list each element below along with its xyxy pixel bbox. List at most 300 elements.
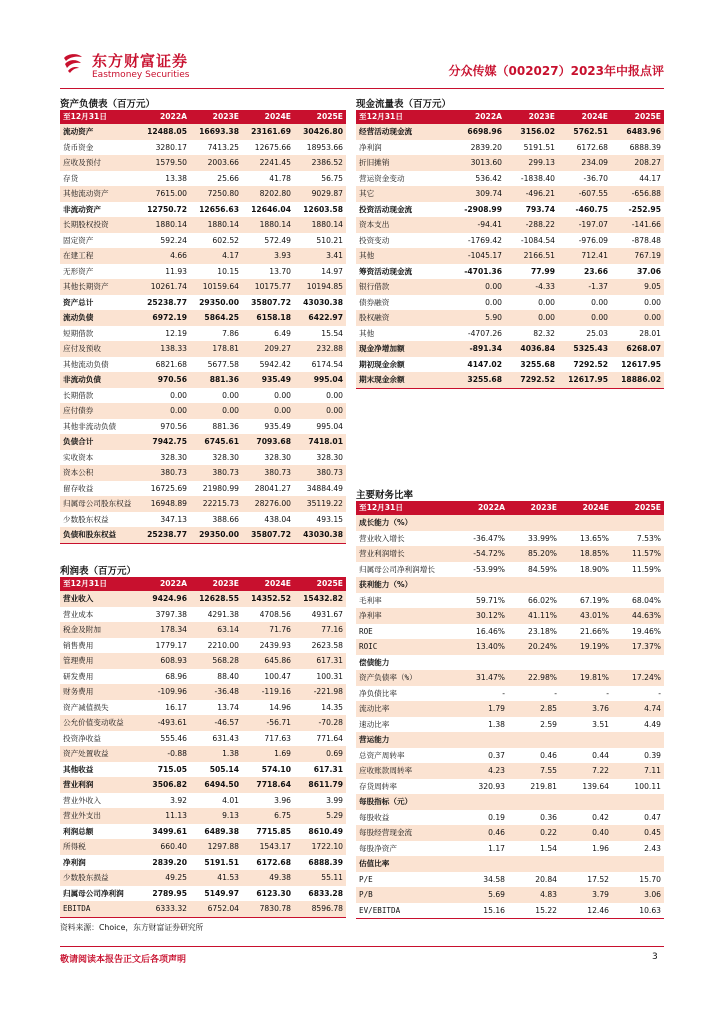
row-value: 380.73	[190, 465, 242, 481]
row-value: 8610.49	[308, 826, 343, 836]
table-row	[60, 295, 346, 311]
row-value: 631.43	[212, 733, 239, 743]
row-value: 6158.18	[242, 310, 294, 326]
balance-sheet-table	[60, 110, 346, 544]
row-value: -56.71	[242, 715, 294, 731]
row-label: 实收资本	[63, 452, 94, 462]
table-row	[60, 793, 346, 809]
row-label: 期初现金余额	[359, 359, 405, 369]
row-value: 17.52	[587, 874, 609, 884]
row-value: 10194.85	[294, 279, 346, 295]
row-value	[456, 577, 508, 593]
header-label-cell: 至12月31日	[356, 501, 456, 515]
row-label: 营业外收入	[63, 795, 101, 805]
row-value: -119.16	[242, 684, 294, 700]
row-label: 资本支出	[356, 217, 452, 233]
row-value: 6888.39	[308, 857, 343, 867]
row-value: 1880.14	[138, 217, 190, 233]
row-label: 流动负债	[60, 310, 138, 326]
row-value: -2908.99	[464, 204, 502, 214]
row-value: 9424.96	[138, 591, 190, 607]
table-row	[356, 186, 664, 202]
row-value: 3797.38	[155, 609, 187, 619]
table-row	[356, 372, 664, 388]
row-value: 41.53	[190, 870, 242, 886]
row-value: 13.70	[269, 266, 291, 276]
brand-name-en: Eastmoney Securities	[92, 70, 190, 80]
row-label: 投资变动	[359, 235, 390, 245]
row-value: 59.71%	[476, 595, 505, 605]
row-value: 7250.80	[190, 186, 242, 202]
row-value: 25.03	[586, 328, 608, 338]
row-value: 935.49	[242, 372, 294, 388]
row-label: 偿债能力	[359, 657, 390, 667]
row-value: 30426.80	[294, 124, 346, 140]
row-value: 0.00	[222, 390, 239, 400]
row-value: 6494.50	[190, 777, 242, 793]
row-value: 2839.20	[470, 142, 502, 152]
row-label: 营业外支出	[60, 808, 138, 824]
row-value: 28041.27	[254, 483, 291, 493]
row-value: 100.31	[316, 671, 343, 681]
row-value: -976.09	[578, 235, 608, 245]
row-value: 138.33	[138, 341, 190, 357]
row-label: 短期借款	[63, 328, 94, 338]
row-value: -493.61	[138, 715, 190, 731]
row-value: 4.66	[138, 248, 190, 264]
row-label: 投资净收益	[63, 733, 101, 743]
row-value: 15.22	[508, 903, 560, 919]
row-value: 0.47	[644, 812, 661, 822]
row-value: 5.90	[452, 310, 505, 326]
row-value: 5.69	[456, 887, 508, 903]
row-value: -1769.42	[467, 235, 502, 245]
row-label: 估值比率	[356, 856, 456, 872]
row-label: 每股指标（元）	[356, 794, 456, 810]
row-value: 25.66	[217, 173, 239, 183]
row-value: 139.64	[582, 781, 609, 791]
table-row	[356, 841, 664, 857]
row-label: 存货	[63, 173, 79, 183]
row-value: 4.83	[508, 887, 560, 903]
row-value	[508, 794, 560, 810]
row-value: 2166.51	[505, 248, 558, 264]
row-value: 12603.58	[303, 204, 343, 214]
row-value: 17.37%	[612, 639, 664, 655]
header-year-cell: 2025E	[294, 110, 346, 124]
row-value: 7.11	[612, 763, 664, 779]
row-value: 19.81%	[560, 670, 612, 686]
row-value: 2623.58	[311, 640, 343, 650]
table-row	[60, 527, 346, 543]
table-row	[356, 140, 664, 156]
row-label: 利润总额	[63, 826, 94, 836]
row-value: 18953.66	[306, 142, 343, 152]
row-value	[456, 794, 508, 810]
row-value: 309.74	[452, 186, 505, 202]
row-value: 0.22	[508, 825, 560, 841]
table-row	[60, 901, 346, 917]
row-value: 4.01	[222, 795, 239, 805]
row-value: 7.55	[508, 763, 560, 779]
row-value: 12675.66	[254, 142, 291, 152]
table-row	[356, 279, 664, 295]
row-value: 82.32	[533, 328, 555, 338]
row-value: 438.04	[264, 514, 291, 524]
row-value: 6.49	[274, 328, 291, 338]
row-value: 6123.30	[256, 888, 291, 898]
table-row	[60, 217, 346, 233]
table-row	[60, 233, 346, 249]
row-label: 筹资活动现金流	[359, 266, 413, 276]
row-value: 6268.07	[611, 341, 664, 357]
table-row	[356, 124, 664, 140]
row-value: 3.79	[560, 887, 612, 903]
row-value: 2386.52	[294, 155, 346, 171]
table-row	[60, 279, 346, 295]
row-value: -	[606, 688, 609, 698]
row-value: 4.23	[456, 763, 508, 779]
row-label: 其他流动资产	[60, 186, 138, 202]
row-value: 1779.17	[155, 640, 187, 650]
row-label: 税金及附加	[60, 622, 138, 638]
row-value: 6172.68	[576, 142, 608, 152]
row-value: -4707.26	[467, 328, 502, 338]
row-value: 5864.25	[190, 310, 242, 326]
row-value: 28276.00	[242, 496, 294, 512]
row-value: 793.74	[525, 204, 555, 214]
source-note: 资料来源：Choice，东方财富证券研究所	[60, 923, 204, 932]
row-value: 572.49	[264, 235, 291, 245]
row-value: 0.00	[485, 297, 502, 307]
table-row	[60, 248, 346, 264]
row-label: 经营活动现金流	[356, 124, 452, 140]
row-label: 投资活动现金流	[359, 204, 413, 214]
row-label: ROIC	[356, 639, 456, 655]
row-value: 0.45	[612, 825, 664, 841]
table-row	[356, 655, 664, 671]
row-value: 380.73	[294, 465, 346, 481]
footer-divider	[60, 946, 664, 947]
table-row	[356, 763, 664, 779]
row-label: 公允价值变动收益	[60, 715, 138, 731]
page-header	[60, 50, 664, 86]
row-label: 应付债券	[60, 403, 138, 419]
table-row	[60, 450, 346, 466]
table-row	[60, 669, 346, 685]
row-label: 每股经营现金流	[356, 825, 456, 841]
row-value: 21.66%	[580, 626, 609, 636]
row-value: 5149.97	[204, 888, 239, 898]
table-row	[356, 872, 664, 888]
table-row	[356, 531, 664, 547]
row-value: 574.10	[261, 764, 291, 774]
row-value: -46.57	[190, 715, 242, 731]
row-value: 592.24	[160, 235, 187, 245]
row-value: 1880.14	[190, 217, 242, 233]
row-value: 15.70	[639, 874, 661, 884]
row-value: 28.01	[639, 328, 661, 338]
table-row	[356, 825, 664, 841]
row-label: 每股净资产	[359, 843, 397, 853]
row-label: 资产总计	[63, 297, 94, 307]
cash-flow-title: 现金流量表（百万元）	[356, 99, 452, 110]
table-row	[60, 512, 346, 528]
row-value: 43030.38	[294, 527, 346, 543]
table-row	[60, 731, 346, 747]
row-label: 归属母公司股东权益	[60, 496, 138, 512]
row-value: 3280.17	[155, 142, 187, 152]
row-value: 178.81	[190, 341, 242, 357]
row-value: 5762.51	[558, 124, 611, 140]
row-label: 营运能力	[356, 732, 456, 748]
table-row	[60, 700, 346, 716]
table-row	[60, 607, 346, 623]
row-value: 493.15	[316, 514, 343, 524]
row-value: 8611.79	[294, 777, 346, 793]
row-value: 1.54	[540, 843, 557, 853]
row-label: 资产减值损失	[63, 702, 109, 712]
row-label: 无形资产	[63, 266, 94, 276]
row-value: -141.66	[611, 217, 664, 233]
row-value: 0.00	[170, 390, 187, 400]
row-value: 5325.43	[558, 341, 611, 357]
row-value: 1.96	[592, 843, 609, 853]
table-row	[356, 810, 664, 826]
row-value: 31.47%	[456, 670, 508, 686]
row-value: -252.95	[628, 204, 661, 214]
row-label: 其他收益	[63, 764, 94, 774]
row-value: 12.46	[560, 903, 612, 919]
row-value: 43030.38	[303, 297, 343, 307]
table-row	[356, 217, 664, 233]
row-value: 380.73	[138, 465, 190, 481]
row-value: 7715.85	[256, 826, 291, 836]
row-value: 0.46	[540, 750, 557, 760]
table-row	[356, 794, 664, 810]
row-value: -109.96	[138, 684, 190, 700]
row-value: 715.05	[157, 764, 187, 774]
table-row	[60, 326, 346, 342]
row-value: 12488.05	[138, 124, 190, 140]
table-row	[60, 839, 346, 855]
row-value: 0.36	[540, 812, 557, 822]
row-value: 0.00	[538, 297, 555, 307]
table-row	[60, 886, 346, 902]
row-value: 0.46	[456, 825, 508, 841]
table-row	[356, 639, 664, 655]
row-value: 1.17	[488, 843, 505, 853]
row-label: 成长能力（%）	[356, 515, 456, 531]
header-year-cell: 2025E	[294, 577, 346, 591]
row-value: 23.18%	[528, 626, 557, 636]
row-value: -891.34	[452, 341, 505, 357]
row-value: 8596.78	[294, 901, 346, 917]
row-value: 35807.72	[242, 527, 294, 543]
row-value: 13.40%	[456, 639, 508, 655]
row-value: 6174.54	[311, 359, 343, 369]
row-value: 14352.52	[242, 591, 294, 607]
row-value: 5.29	[294, 808, 346, 824]
row-value: -70.28	[294, 715, 346, 731]
row-value: 4.49	[644, 719, 661, 729]
row-value	[560, 655, 612, 671]
row-value: 22215.73	[190, 496, 242, 512]
row-label: 少数股东损益	[60, 870, 138, 886]
table-row	[60, 155, 346, 171]
row-value: 10.63	[612, 903, 664, 919]
row-value: 12617.95	[558, 372, 611, 388]
row-value: -878.48	[631, 235, 661, 245]
row-value: 3156.02	[505, 124, 558, 140]
row-value: 22.98%	[508, 670, 560, 686]
row-value: 16693.38	[190, 124, 242, 140]
row-label: 股权融资	[356, 310, 452, 326]
table-row	[356, 887, 664, 903]
row-value: 6.75	[242, 808, 294, 824]
row-value: 5942.42	[259, 359, 291, 369]
report-title: 分众传媒（002027）2023年中报点评	[448, 64, 664, 78]
row-value: 6489.38	[204, 826, 239, 836]
row-value: 11.93	[165, 266, 187, 276]
row-value: 234.09	[558, 155, 611, 171]
row-label: 少数股东权益	[63, 514, 109, 524]
table-row	[356, 326, 664, 342]
table-row	[60, 264, 346, 280]
header-label-cell: 至12月31日	[60, 577, 138, 591]
row-value: 35807.72	[251, 297, 291, 307]
row-value: 7942.75	[138, 434, 190, 450]
row-value: 25238.77	[147, 297, 187, 307]
row-label: 归属母公司净利润	[63, 888, 124, 898]
income-statement-table	[60, 577, 346, 918]
row-label: 流动比率	[356, 701, 456, 717]
row-label: 营业收入	[60, 591, 138, 607]
row-value: 16725.69	[150, 483, 187, 493]
row-value: 13.74	[217, 702, 239, 712]
row-label: 其他非流动负债	[63, 421, 117, 431]
row-value: -36.48	[190, 684, 242, 700]
table-row	[60, 870, 346, 886]
table-row	[356, 856, 664, 872]
row-label: 其他长期资产	[60, 279, 138, 295]
row-label: 负债和股东权益	[60, 527, 138, 543]
row-label: 流动资产	[60, 124, 138, 140]
brand-name-cn: 东方财富证券	[92, 52, 189, 70]
row-value: 10175.77	[242, 279, 294, 295]
table-row	[60, 357, 346, 373]
table-row	[60, 481, 346, 497]
table-row	[60, 746, 346, 762]
row-label: 非流动资产	[63, 204, 101, 214]
row-value: 3499.61	[152, 826, 187, 836]
row-value: -607.55	[558, 186, 611, 202]
row-value: 3.06	[612, 887, 664, 903]
row-value: 660.40	[138, 839, 190, 855]
row-label: 其他	[359, 328, 375, 338]
table-row	[60, 684, 346, 700]
row-value: 10261.74	[138, 279, 190, 295]
row-label: 其他流动负债	[63, 359, 109, 369]
row-value: 12628.55	[190, 591, 242, 607]
row-label: 营运资金变动	[359, 173, 405, 183]
row-value: 505.14	[209, 764, 239, 774]
row-value: 4291.38	[207, 609, 239, 619]
row-label: 财务费用	[60, 684, 138, 700]
row-value: 3.96	[274, 795, 291, 805]
row-value: 7615.00	[138, 186, 190, 202]
row-value: 3.92	[170, 795, 187, 805]
row-label: 固定资产	[63, 235, 94, 245]
table-row	[60, 171, 346, 187]
row-value: 995.04	[294, 372, 346, 388]
row-value: 2241.45	[242, 155, 294, 171]
row-value: 9029.87	[294, 186, 346, 202]
row-value: 15.16	[456, 903, 508, 919]
row-value: 23161.69	[242, 124, 294, 140]
table-row	[60, 465, 346, 481]
row-value: -288.22	[505, 217, 558, 233]
row-value: 178.34	[138, 622, 190, 638]
row-value: -4.33	[505, 279, 558, 295]
row-value: 0.44	[592, 750, 609, 760]
row-value: 645.86	[242, 653, 294, 669]
table-row	[60, 808, 346, 824]
row-value: -1838.40	[520, 173, 555, 183]
row-value: 7292.52	[505, 372, 558, 388]
row-label: 折旧摊销	[356, 155, 452, 171]
table-row	[356, 515, 664, 531]
table-row	[60, 372, 346, 388]
row-value: 14.96	[269, 702, 291, 712]
row-label: 总资产周转率	[359, 750, 405, 760]
row-value: 33.99%	[528, 533, 557, 543]
row-value: 219.81	[530, 781, 557, 791]
table-row	[60, 124, 346, 140]
row-value: 19.19%	[560, 639, 612, 655]
table-row	[356, 701, 664, 717]
row-value: 1.38	[190, 746, 242, 762]
row-value: 3.51	[592, 719, 609, 729]
row-value: 34884.49	[306, 483, 343, 493]
row-value: 29350.00	[190, 527, 242, 543]
row-value: 14.35	[321, 702, 343, 712]
row-label: 管理费用	[60, 653, 138, 669]
row-label: P/B	[356, 887, 456, 903]
table-row	[60, 653, 346, 669]
table-row	[60, 496, 346, 512]
row-label: 资产处置收益	[60, 746, 138, 762]
row-value: 7718.64	[242, 777, 294, 793]
row-value: 10.15	[217, 266, 239, 276]
row-value: 1880.14	[294, 217, 346, 233]
row-value: 2439.93	[259, 640, 291, 650]
row-value: 6972.19	[138, 310, 190, 326]
table-row	[356, 624, 664, 640]
row-value: 16.17	[165, 702, 187, 712]
row-value: 1579.50	[138, 155, 190, 171]
row-label: 研发费用	[63, 671, 94, 681]
row-value: 3.76	[560, 701, 612, 717]
header-year-cell: 2023E	[505, 110, 558, 124]
row-value: 380.73	[242, 465, 294, 481]
row-value: 6752.04	[190, 901, 242, 917]
header-year-cell: 2024E	[242, 110, 294, 124]
row-value: 2003.66	[190, 155, 242, 171]
row-value: 767.19	[611, 248, 664, 264]
row-label: 毛利率	[359, 595, 382, 605]
row-value: 6888.39	[629, 142, 661, 152]
